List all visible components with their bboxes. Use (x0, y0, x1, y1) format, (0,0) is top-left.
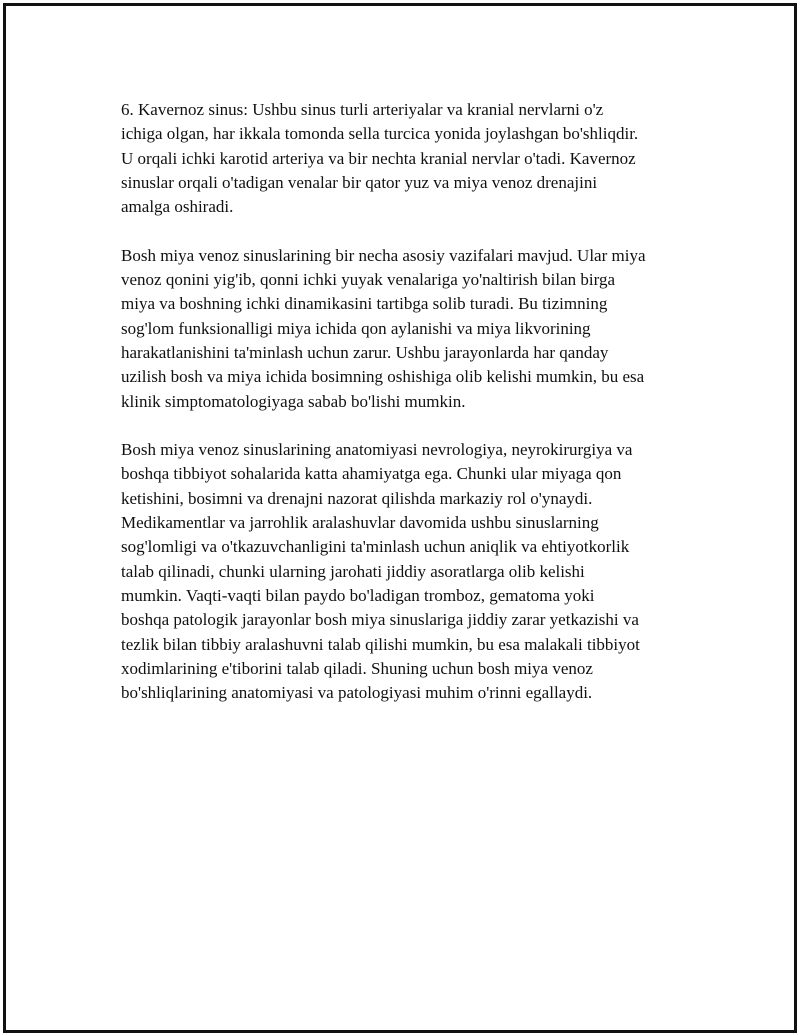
text-line: 6. Kavernoz sinus: Ushbu sinus turli arteriyalar va kranial nervlarni o'z (121, 100, 604, 119)
text-line: sinuslar orqali o'tadigan venalar bir qator yuz va miya venoz drenajini (121, 172, 598, 192)
paragraph-clinical-significance (121, 438, 696, 705)
text-line: talab qilinadi, chunki ularning jarohati jiddiy asoratlarga olib kelishi (121, 561, 585, 581)
paragraph-cavernous-sinus (121, 98, 696, 219)
text-line: Bosh miya venoz sinuslarining anatomiyasi nevrologiya, neyrokirurgiya va (121, 440, 633, 460)
page-frame (3, 3, 797, 1033)
text-line: boshqa patologik jarayonlar bosh miya sinuslariga jiddiy zarar yetkazishi va (121, 610, 639, 630)
text-line: amalga oshiradi. (121, 197, 234, 217)
text-line: sog'lomligi va o'tkazuvchanligini ta'minlash uchun aniqlik va ehtiyotkorlik (121, 537, 630, 557)
text-line: boshqa tibbiyot sohalarida katta ahamiyatga ega. Chunki ular miyaga qon (121, 464, 622, 484)
text-line: Bosh miya venoz sinuslarining bir necha asosiy vazifalari mavjud. Ular miya (121, 245, 646, 265)
text-line: uzilish bosh va miya ichida bosimning oshishiga olib kelishi mumkin, bu esa (121, 367, 645, 387)
text-line: xodimlarining e'tiborini talab qiladi. Shuning uchun bosh miya venoz (121, 658, 593, 678)
text-line: mumkin. Vaqti-vaqti bilan paydo bo'ladigan tromboz, gematoma yoki (121, 585, 595, 605)
text-line: U orqali ichki karotid arteriya va bir nechta kranial nervlar o'tadi. Kavernoz (121, 148, 636, 168)
text-line: bo'shliqlarining anatomiyasi va patologiyasi muhim o'rinni egallaydi. (121, 683, 593, 703)
document-body (121, 98, 696, 730)
text-line: miya va boshning ichki dinamikasini tartibga solib turadi. Bu tizimning (121, 294, 608, 314)
text-line: venoz qonini yig'ib, qonni ichki yuyak venalariga yo'naltirish bilan birga (121, 270, 615, 290)
text-line: ketishini, bosimni va drenajni nazorat qilishda markaziy rol o'ynaydi. (121, 488, 593, 508)
text-line: Medikamentlar va jarrohlik aralashuvlar davomida ushbu sinuslarning (121, 513, 599, 533)
paragraph-functions (121, 244, 696, 414)
text-line: klinik simptomatologiyaga sabab bo'lishi mumkin. (121, 391, 466, 411)
text-line: sog'lom funksionalligi miya ichida qon aylanishi va miya likvorining (121, 318, 591, 338)
text-line: tezlik bilan tibbiy aralashuvni talab qilishi mumkin, bu esa malakali tibbiyot (121, 634, 640, 654)
text-line: harakatlanishini ta'minlash uchun zarur. Ushbu jarayonlarda har qanday (121, 342, 609, 362)
text-line: ichiga olgan, har ikkala tomonda sella turcica yonida joylashgan bo'shliqdir. (121, 124, 639, 144)
